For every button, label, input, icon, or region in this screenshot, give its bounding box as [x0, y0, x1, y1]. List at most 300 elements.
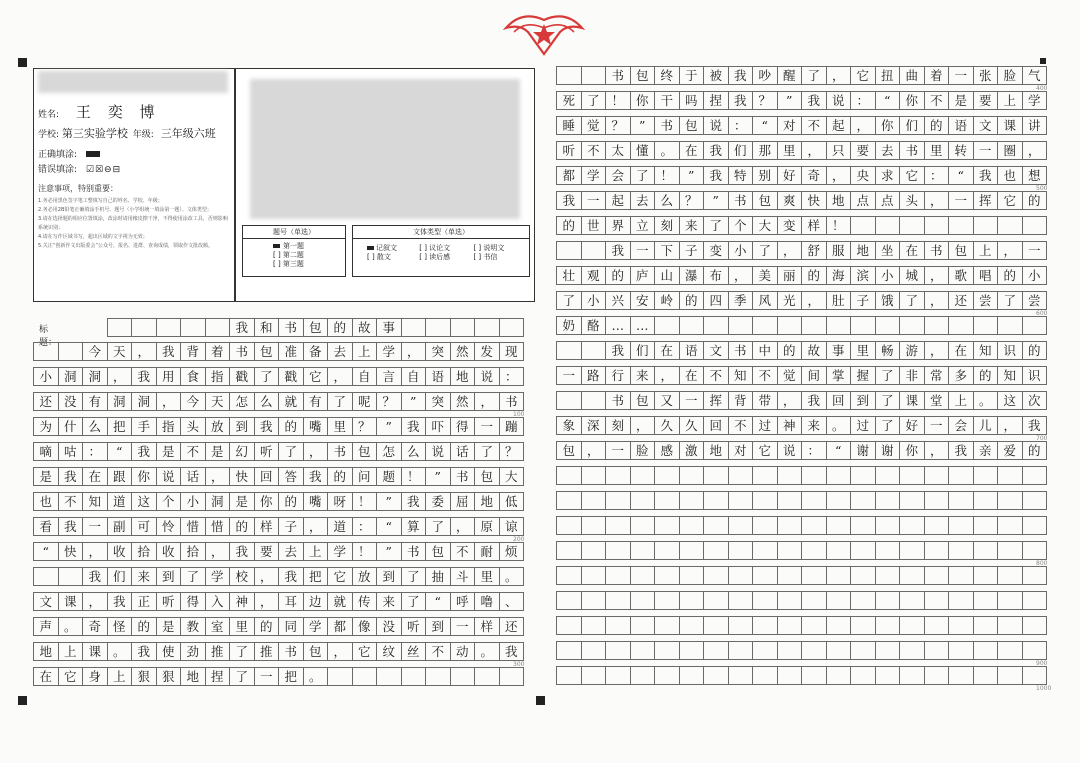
- grid-cell: [924, 541, 950, 560]
- grid-cell: [679, 491, 705, 510]
- grid-cell: [850, 316, 876, 335]
- grid-cell: 推: [205, 642, 231, 661]
- grid-cell: [752, 491, 778, 510]
- grid-cell: 文: [33, 592, 59, 611]
- grid-cell: 季: [728, 291, 754, 310]
- grid-cell: [826, 316, 852, 335]
- grid-cell: 拾: [131, 542, 157, 561]
- grid-cell: 久: [679, 416, 705, 435]
- grid-cell: [728, 466, 754, 485]
- grid-cell: 变: [703, 241, 729, 260]
- grid-cell: ，: [924, 291, 950, 310]
- grid-cell: ，: [826, 66, 852, 85]
- grid-cell: 扭: [875, 66, 901, 85]
- grid-cell: [752, 466, 778, 485]
- grid-cell: 怜: [156, 517, 182, 536]
- grid-cell: 地: [850, 241, 876, 260]
- grid-cell: [826, 641, 852, 660]
- grid-cell: 同: [278, 617, 304, 636]
- name-value: 王 奕 博: [75, 103, 161, 121]
- grid-cell: 在: [679, 366, 705, 385]
- grid-cell: ？: [752, 91, 778, 110]
- grid-cell: 的: [973, 366, 999, 385]
- grid-cell: [605, 641, 631, 660]
- grid-cell: [899, 666, 925, 685]
- grid-cell: 感: [654, 441, 680, 460]
- grid-cell: 书: [327, 442, 353, 461]
- grid-cell: [997, 216, 1023, 235]
- grid-cell: 听: [156, 592, 182, 611]
- grid-cell: 也: [997, 166, 1023, 185]
- grid-cell: [973, 516, 999, 535]
- grid-cell: 。: [303, 667, 329, 686]
- grid-cell: 。: [107, 642, 133, 661]
- grid-cell: [948, 641, 974, 660]
- grid-cell: [728, 641, 754, 660]
- genre-option[interactable]: 记叙文: [367, 244, 417, 253]
- grid-cell: 有: [82, 392, 108, 411]
- grid-cell: 道: [327, 517, 353, 536]
- grid-cell: “: [948, 166, 974, 185]
- grid-cell: 劲: [180, 642, 206, 661]
- grid-cell: 一: [924, 416, 950, 435]
- grid-cell: 对: [777, 116, 803, 135]
- grid-cell: [801, 541, 827, 560]
- grid-cell: 嘴: [303, 492, 329, 511]
- grid-cell: 上: [948, 391, 974, 410]
- grid-cell: [777, 566, 803, 585]
- grid-cell: [605, 491, 631, 510]
- grid-cell: 头: [899, 191, 925, 210]
- grid-cell: ：: [82, 442, 108, 461]
- grid-cell: 好: [777, 166, 803, 185]
- grid-cell: [556, 241, 582, 260]
- grid-cell: [948, 466, 974, 485]
- grid-cell: 我: [58, 467, 84, 486]
- grid-cell: 尝: [1022, 291, 1048, 310]
- grid-cell: [581, 341, 607, 360]
- grid-cell: 校: [229, 567, 255, 586]
- grid-cell: 地: [33, 642, 59, 661]
- grid-cell: 又: [654, 391, 680, 410]
- grid-cell: 不: [180, 442, 206, 461]
- note-item: 1.务必用黑色签字笔工整填写自己的姓名、学校、年级；: [38, 198, 163, 204]
- grid-cell: [728, 516, 754, 535]
- grid-cell: 次: [1022, 391, 1048, 410]
- grid-cell: 不: [703, 366, 729, 385]
- word-count-marker: 600: [1036, 310, 1048, 317]
- title-cell: [474, 318, 500, 337]
- grid-cell: 一: [948, 191, 974, 210]
- grid-cell: ，: [654, 366, 680, 385]
- grid-cell: 它: [899, 166, 925, 185]
- grid-cell: [777, 466, 803, 485]
- grid-cell: [630, 566, 656, 585]
- grid-cell: “: [875, 91, 901, 110]
- grid-cell: [556, 666, 582, 685]
- question-option[interactable]: [ ] 第二题: [273, 251, 304, 259]
- grid-cell: [581, 491, 607, 510]
- grid-cell: 奇: [801, 166, 827, 185]
- grid-cell: 教: [180, 617, 206, 636]
- grid-cell: ，: [303, 517, 329, 536]
- grid-cell: 带: [752, 391, 778, 410]
- grid-cell: [630, 466, 656, 485]
- grid-cell: 了: [997, 291, 1023, 310]
- grid-cell: [679, 566, 705, 585]
- grid-cell: ，: [1022, 141, 1048, 160]
- grid-cell: 回: [826, 391, 852, 410]
- grid-cell: [728, 541, 754, 560]
- correct-fill-sample: [86, 151, 100, 157]
- genre-option[interactable]: [ ] 书信: [473, 253, 498, 261]
- grid-cell: 原: [474, 517, 500, 536]
- grid-cell: 一: [630, 241, 656, 260]
- grid-cell: 可: [131, 517, 157, 536]
- grid-cell: [875, 666, 901, 685]
- grid-cell: 算: [401, 517, 427, 536]
- grid-cell: 课: [58, 592, 84, 611]
- grid-cell: [752, 616, 778, 635]
- grid-cell: 的: [924, 116, 950, 135]
- grid-cell: 突: [425, 342, 451, 361]
- grid-cell: 你: [899, 91, 925, 110]
- grid-cell: ！: [654, 166, 680, 185]
- grid-cell: 包: [254, 342, 280, 361]
- grid-cell: 了: [474, 442, 500, 461]
- grid-cell: 了: [254, 367, 280, 386]
- grid-cell: 来: [376, 592, 402, 611]
- grid-cell: [679, 641, 705, 660]
- grid-cell: 书: [899, 141, 925, 160]
- registration-mark: [18, 696, 27, 705]
- genre-option[interactable]: [ ] 读后感: [419, 253, 451, 261]
- grid-cell: 书: [450, 467, 476, 486]
- grid-cell: 庐: [630, 266, 656, 285]
- grid-cell: [581, 566, 607, 585]
- grid-cell: ，: [254, 567, 280, 586]
- grid-cell: 怎: [376, 442, 402, 461]
- grid-cell: [556, 641, 582, 660]
- grid-cell: 是: [156, 442, 182, 461]
- grid-cell: 室: [205, 617, 231, 636]
- grid-cell: 我: [948, 441, 974, 460]
- grid-cell: 。: [973, 391, 999, 410]
- registration-mark: [18, 58, 27, 67]
- grid-cell: 不: [58, 492, 84, 511]
- grid-cell: 故: [801, 341, 827, 360]
- grid-cell: [556, 616, 582, 635]
- grid-cell: [728, 566, 754, 585]
- grid-cell: [1022, 591, 1048, 610]
- grid-cell: [728, 316, 754, 335]
- grid-cell: 一: [973, 141, 999, 160]
- grid-cell: 知: [728, 366, 754, 385]
- grid-cell: 岭: [654, 291, 680, 310]
- grid-cell: 一: [581, 191, 607, 210]
- grid-cell: [801, 566, 827, 585]
- genre-option[interactable]: [ ] 散文: [367, 253, 391, 261]
- grid-cell: [801, 316, 827, 335]
- grid-cell: 们: [630, 341, 656, 360]
- grid-cell: 了: [327, 392, 353, 411]
- grid-cell: 来: [131, 567, 157, 586]
- grid-cell: 那: [752, 141, 778, 160]
- grid-cell: 发: [474, 342, 500, 361]
- grid-cell: 指: [205, 367, 231, 386]
- correct-fill-label: 正确填涂:: [38, 150, 78, 160]
- grid-cell: ，: [327, 642, 353, 661]
- grid-cell: ，: [581, 441, 607, 460]
- grid-cell: 的: [1022, 341, 1048, 360]
- grid-cell: 们: [107, 567, 133, 586]
- grid-cell: 言: [376, 367, 402, 386]
- genre-option[interactable]: [ ] 议论文: [419, 244, 451, 252]
- grid-cell: 文: [703, 341, 729, 360]
- question-option[interactable]: [ ] 第三题: [273, 260, 304, 268]
- grid-cell: [703, 616, 729, 635]
- grid-cell: 了: [875, 416, 901, 435]
- grid-cell: 书: [401, 542, 427, 561]
- grid-cell: [58, 342, 84, 361]
- grid-cell: [973, 466, 999, 485]
- grid-cell: 只: [826, 141, 852, 160]
- grid-cell: [556, 516, 582, 535]
- grid-cell: ，: [82, 592, 108, 611]
- grid-cell: 着: [924, 66, 950, 85]
- grid-cell: 呢: [352, 392, 378, 411]
- school-label: 学校:: [38, 130, 60, 140]
- grid-cell: 我: [303, 467, 329, 486]
- word-count-marker: 700: [1036, 435, 1048, 442]
- grid-cell: 肚: [826, 291, 852, 310]
- word-count-marker: 300: [513, 661, 525, 668]
- grid-cell: 它: [997, 191, 1023, 210]
- grid-cell: [850, 216, 876, 235]
- grid-cell: [973, 591, 999, 610]
- grid-cell: 什: [58, 417, 84, 436]
- grid-cell: 还: [33, 392, 59, 411]
- grid-cell: 里: [850, 341, 876, 360]
- grid-cell: 呼: [450, 592, 476, 611]
- grid-cell: ，: [156, 392, 182, 411]
- title-cell: [180, 318, 206, 337]
- grid-cell: 说: [425, 442, 451, 461]
- grid-cell: [1022, 316, 1048, 335]
- grid-cell: 我: [728, 66, 754, 85]
- grid-cell: 咕: [58, 442, 84, 461]
- grid-cell: 手: [131, 417, 157, 436]
- grid-cell: [679, 541, 705, 560]
- grid-cell: 个: [728, 216, 754, 235]
- title-cell: 包: [303, 318, 329, 337]
- note-item: 3.请在选择题的相应位置填涂，改涂时请用橡皮擦干净，不得使用涂改工具，否则影响系统识别；: [38, 216, 228, 231]
- grid-cell: [801, 641, 827, 660]
- grid-cell: 了: [875, 366, 901, 385]
- grid-cell: 唱: [973, 266, 999, 285]
- grid-cell: 的: [777, 341, 803, 360]
- grid-cell: 。: [474, 642, 500, 661]
- grid-cell: [630, 616, 656, 635]
- grid-cell: ：: [924, 166, 950, 185]
- grid-cell: 地: [474, 492, 500, 511]
- grid-cell: 食: [180, 367, 206, 386]
- grid-cell: [679, 316, 705, 335]
- grid-cell: 酪: [581, 316, 607, 335]
- grid-cell: [826, 541, 852, 560]
- grid-cell: [1022, 516, 1048, 535]
- grid-cell: 滨: [850, 266, 876, 285]
- grid-cell: 书: [728, 341, 754, 360]
- grid-cell: 一: [679, 391, 705, 410]
- grid-cell: “: [376, 517, 402, 536]
- grid-cell: [777, 616, 803, 635]
- student-info-card: [33, 68, 235, 302]
- grid-cell: [801, 491, 827, 510]
- title-cell: [425, 318, 451, 337]
- grid-cell: 奶: [556, 316, 582, 335]
- grid-cell: 不: [752, 366, 778, 385]
- grid-cell: 洞: [107, 392, 133, 411]
- grid-cell: [703, 591, 729, 610]
- grid-cell: [654, 541, 680, 560]
- grid-cell: 了: [899, 291, 925, 310]
- grid-cell: 我: [156, 342, 182, 361]
- grid-cell: 跟: [107, 467, 133, 486]
- grid-cell: 神: [229, 592, 255, 611]
- grade-label: 年级:: [132, 130, 154, 140]
- grid-cell: 我: [703, 141, 729, 160]
- grid-cell: 中: [752, 341, 778, 360]
- grid-cell: 、: [499, 592, 525, 611]
- registration-mark: [536, 696, 545, 705]
- grid-cell: 觉: [777, 366, 803, 385]
- grid-cell: [875, 491, 901, 510]
- grid-cell: “: [826, 441, 852, 460]
- grid-cell: 幻: [229, 442, 255, 461]
- grid-cell: 对: [728, 441, 754, 460]
- grid-cell: [777, 541, 803, 560]
- grid-cell: 游: [899, 341, 925, 360]
- grid-cell: 觉: [581, 116, 607, 135]
- grid-cell: [899, 216, 925, 235]
- grid-cell: 小: [728, 241, 754, 260]
- grid-cell: [679, 591, 705, 610]
- grid-cell: [924, 641, 950, 660]
- grid-cell: 推: [254, 642, 280, 661]
- title-cell: [107, 318, 133, 337]
- grid-cell: 布: [703, 266, 729, 285]
- grid-cell: ，: [254, 592, 280, 611]
- grid-cell: 我: [107, 592, 133, 611]
- grid-cell: [997, 316, 1023, 335]
- grid-cell: [581, 516, 607, 535]
- title-cell: [82, 318, 108, 337]
- grid-cell: 我: [605, 341, 631, 360]
- grid-cell: 四: [703, 291, 729, 310]
- grid-cell: 了: [425, 517, 451, 536]
- grid-cell: [850, 641, 876, 660]
- grid-cell: [1022, 616, 1048, 635]
- grid-cell: 畅: [875, 341, 901, 360]
- grid-cell: 我: [605, 241, 631, 260]
- grid-cell: 的: [278, 492, 304, 511]
- grid-cell: 纹: [376, 642, 402, 661]
- grid-cell: 收: [156, 542, 182, 561]
- grid-cell: 会: [605, 166, 631, 185]
- grid-cell: [679, 466, 705, 485]
- grid-cell: 变: [777, 216, 803, 235]
- grid-cell: 谅: [499, 517, 525, 536]
- grid-cell: 们: [728, 141, 754, 160]
- grid-cell: 我: [254, 417, 280, 436]
- grid-cell: [973, 666, 999, 685]
- grid-cell: [499, 667, 525, 686]
- grid-cell: 小: [180, 492, 206, 511]
- grid-cell: [973, 566, 999, 585]
- grid-cell: 的: [327, 467, 353, 486]
- grid-cell: 光: [777, 291, 803, 310]
- grid-cell: 你: [630, 91, 656, 110]
- grid-cell: [826, 616, 852, 635]
- grid-cell: 捏: [703, 91, 729, 110]
- grid-cell: ，: [997, 416, 1023, 435]
- grid-cell: [948, 666, 974, 685]
- grid-cell: 包: [679, 116, 705, 135]
- grid-cell: 去: [278, 542, 304, 561]
- grid-cell: 没: [58, 392, 84, 411]
- grid-cell: [777, 666, 803, 685]
- grid-cell: [1022, 641, 1048, 660]
- grid-cell: 戳: [229, 367, 255, 386]
- grid-cell: 洞: [131, 392, 157, 411]
- grid-cell: 一: [254, 667, 280, 686]
- grid-cell: [654, 491, 680, 510]
- grid-cell: 还: [948, 291, 974, 310]
- grid-cell: [581, 466, 607, 485]
- genre-option[interactable]: [ ] 说明文: [473, 244, 505, 252]
- grid-cell: [801, 616, 827, 635]
- grid-cell: 传: [352, 592, 378, 611]
- word-count-marker: 800: [1036, 560, 1048, 567]
- grid-cell: 了: [581, 91, 607, 110]
- grid-cell: 语: [679, 341, 705, 360]
- question-option[interactable]: 第一题: [273, 242, 304, 251]
- grid-cell: 深: [581, 416, 607, 435]
- grid-cell: 嘴: [303, 417, 329, 436]
- grid-cell: ？: [376, 392, 402, 411]
- grid-cell: [850, 616, 876, 635]
- grid-cell: [581, 541, 607, 560]
- grid-cell: [605, 516, 631, 535]
- grid-cell: [924, 591, 950, 610]
- grid-cell: 怎: [229, 392, 255, 411]
- grid-cell: 地: [703, 441, 729, 460]
- grid-cell: 一: [1022, 241, 1048, 260]
- grid-cell: 激: [679, 441, 705, 460]
- wrong-fill-samples: ☑☒⊖⊟: [85, 165, 122, 175]
- grid-cell: [605, 666, 631, 685]
- grid-cell: 挥: [703, 391, 729, 410]
- grid-cell: 你: [875, 116, 901, 135]
- grid-cell: 惜: [180, 517, 206, 536]
- grid-cell: 地: [180, 667, 206, 686]
- grid-cell: [875, 616, 901, 635]
- grid-cell: 美: [752, 266, 778, 285]
- grid-cell: 来: [679, 216, 705, 235]
- grid-cell: 这: [997, 391, 1023, 410]
- grid-cell: 戳: [278, 367, 304, 386]
